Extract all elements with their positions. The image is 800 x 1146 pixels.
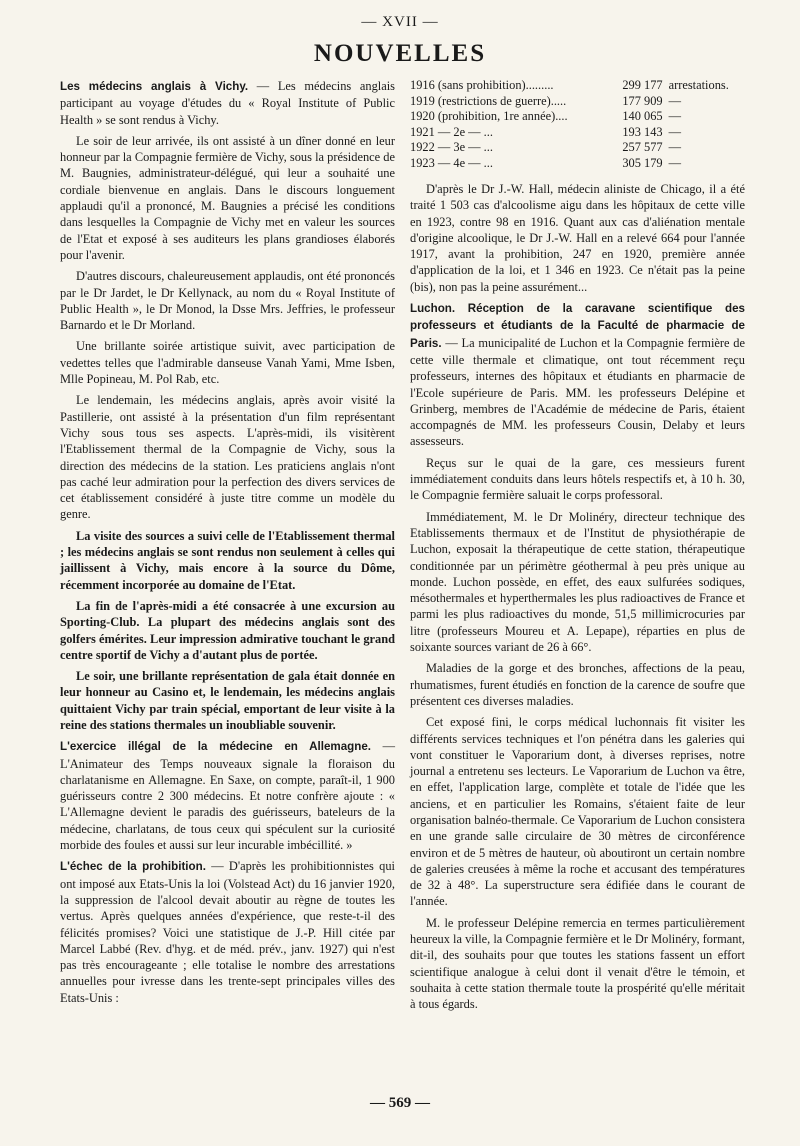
paragraph: Immédiatement, M. le Dr Molinéry, directeur technique des Etablissements thermaux et de l'Institut de physiothérapie de Luchon, exposait la thérapeutique de cette station, thérapeutique conditionnée par un périmètre géothermal à peu près unique au monde. Luchon possède, en effet, des eaux sulfurées sodiques, mésothermales et hyperthermales les plus radioactives de France et parmi les plus radioactives du monde, 51,5 millimicrocuries par litre (professeurs Moureu et A. Lepape), réparties en plus de soixante sources variant de 26 à 66°. — [410, 509, 745, 655]
stats-unit: — — [668, 109, 681, 123]
stats-label: 1921 — 2e — ... — [410, 124, 493, 139]
paragraph: Le soir de leur arrivée, ils ont assisté à un dîner donné en leur honneur par la Compagnie fermière de Vichy, sous la présidence de M. Baugnies, administrateur-délégué, qui leur a souhaité une cordiale bienvenue en anglais. Dans le discours longuement applaudi qu'il a prononcé, M. Baugnies a précisé les conditions dans lesquelles la Compagnie de Vichy met en valeur les sources de l'Etat et exposé à ses auditeurs les plans grandioses élaborés pour l'avenir. — [60, 133, 395, 262]
stats-label: 1922 — 3e — ... — [410, 140, 493, 154]
stats-value: 305 179 — [622, 155, 663, 170]
stats-unit: — — [668, 93, 681, 108]
stats-unit: — — [668, 155, 681, 170]
article-heading-prohibition: L'échec de la prohibition. — [60, 860, 206, 874]
stats-value: 193 143 — [622, 124, 663, 139]
paragraph-hall: D'après le Dr J.-W. Hall, médecin aliniste de Chicago, il a été traité 1 503 cas d'alcoolisme aigu dans les hôpitaux de cette ville en 1923, contre 98 en 1916. Quant aux cas d'aliénation mentale d'origine alcoolique, le Dr J.-W. Hall en a relevé 664 pour l'année 1917, avant la prohibition, 247 en 1920, première année d'application de la loi, et 1 346 en 1923. Ce n'était pas la peine (bis), non pas la peine assurément... — [410, 182, 745, 294]
paragraph: La visite des sources a suivi celle de l'Etablissement thermal ; les médecins anglais se sont rendus non seulement à celles qui jaillissent à Vichy, mais encore à la source du Dôme, récemment incorporée au domaine de l'Etat. — [60, 528, 395, 592]
paragraph: Le soir, une brillante représentation de gala était donnée en leur honneur au Casino et, le lendemain, les médecins anglais quittaient Vichy par train spécial, emportant de leur visite à la reine des stations thermales un inoubliable souvenir. — [60, 669, 395, 732]
stats-label: 1920 (prohibition, 1re année).... — [410, 109, 568, 123]
page-number: — 569 — — [370, 1095, 430, 1111]
paragraph: D'autres discours, chaleureusement applaudis, ont été prononcés par le Dr Jardet, le Dr Kellynack, au nom du « Royal Institute of Public Health », le Dr Monod, la Dsse Mrs. Jeffries, le professeur Barnardo et le Dr Morland. — [60, 269, 395, 333]
paragraph: Maladies de la gorge et des bronches, affections de la peau, rhumatismes, furent étudiés en fonction de la carence de soufre que présentent ces diverses maladies. — [410, 661, 745, 708]
left-column — [60, 78, 395, 1011]
paragraph: La fin de l'après-midi a été consacrée à une excursion au Sporting-Club. La plupart des médecins anglais sont des golfers émérites. Leur impression admirative touchant le grand centre sportif de Vichy a d'autant plus de portée. — [60, 598, 395, 662]
arrest-statistics-table — [410, 78, 745, 171]
paragraph: Cet exposé fini, le corps médical luchonnais fit visiter les différents services techniques et l'on pénétra dans les galeries qui vont constituer le Vaporarium dont, à diverses reprises, notre journal a entretenu ses lecteurs. Le Vaporarium de Luchon va être, en effet, l'application large, complète et totale de l'idée que les anciens, et en particulier les Romains, s'étaient faite de leur organisation balnéo-thermale. Ce Vaporarium de Luchon consistera en une grande salle circulaire de 30 mètres de circonférence environ et de 5 mètres de hauteur, où aboutiront un certain nombre de galeries creusées à même la roche et accusant des températures de 32 à 48°. La superstructure sera édifiée dans le courant de l'année. — [410, 715, 745, 909]
stats-label: 1919 (restrictions de guerre)..... — [410, 93, 567, 108]
article-allemagne: L'exercice illégal de la médecine en Allemagne. — L'Animateur des Temps nouveaux signale la floraison du charlatanisme en Allemagne. En Saxe, on compte, paraît-il, 1 900 guérisseurs contre 2 300 médecins. Et notre confrère ajoute : « L'Allemagne devient le paradis des guérisseurs, bateleurs de la médecine, charlatans, de tous ceux qui spéculent sur la curiosité morbide des foules et aussi sur leur incurable imbécillité. » — [60, 739, 395, 853]
stats-row — [410, 109, 745, 125]
stats-value: 299 177 — [622, 78, 663, 92]
article-heading-vichy: Les médecins anglais à Vichy. — [60, 80, 249, 93]
roman-page-number: — XVII — — [361, 14, 439, 30]
stats-label: 1916 (sans prohibition)......... — [410, 78, 554, 92]
stats-row — [410, 78, 745, 94]
stats-value: 140 065 — [622, 109, 663, 123]
stats-unit: arrestations. — [668, 78, 729, 92]
stats-unit: — — [668, 124, 681, 139]
stats-row — [410, 140, 745, 156]
stats-row — [410, 156, 745, 172]
paragraph: M. le professeur Delépine remercia en termes particulièrement heureux la ville, la Compagnie fermière et le Dr Molinéry, formant, dit-il, des souhaits pour que toutes les stations fassent un effort scientifique analogue à celui dont il venait d'être le témoin, et souhaita à cette station thermale toute la prospérité qu'elle méritait à tous égards. — [410, 915, 745, 1012]
right-column — [410, 78, 745, 1018]
paragraph: Une brillante soirée artistique suivit, avec participation de vedettes telles que l'admirable danseuse Vanah Yami, Mme Isben, Mlle Popineau, M. Pol Rab, etc. — [60, 339, 395, 387]
paragraph: Le lendemain, les médecins anglais, après avoir visité la Pastillerie, ont assisté à la présentation d'un film représentant Vichy sous tous ses aspects. L'après-midi, ils visitèrent l'Etablissement thermal de la Compagnie de Vichy, sous la direction des médecins de la station. Les praticiens anglais n'ont pas caché leur admiration pour la perfection des divers services de cet établissement considéré à juste titre comme un modèle du genre. — [60, 393, 395, 522]
article-prohibition: L'échec de la prohibition. — D'après les prohibitionnistes qui ont imposé aux Etats-Unis la loi (Volstead Act) du 16 janvier 1920, la suppression de l'alcool devait aboutir au règne de toutes les vertus. Après quelques années d'expérience, que reste-t-il des félicités promises? Voici une statistique de J.-P. Hill citée par Marcel Labbé (Rev. d'hyg. et de méd. prév., janv. 1927) qui n'est pas très encourageante ; elle totalise le nombre des arrestations annuelles pour ivresse dans les trente-sept principales villes des Etats-Unis : — [60, 859, 395, 1005]
section-title: NOUVELLES — [313, 40, 487, 67]
stats-value: 177 909 — [622, 93, 663, 108]
paragraph: Reçus sur le quai de la gare, ces messieurs furent immédiatement conduits dans leurs hôtels respectifs et, à 10 h. 30, le Compagnie fermière saluait le corps professoral. — [410, 455, 745, 503]
article-heading-allemagne: L'exercice illégal de la médecine en Allemagne. — [60, 740, 372, 754]
article-vichy-intro: Les médecins anglais à Vichy. — Les médecins anglais participant au voyage d'études du « Royal Institute of Public Health » se sont rendus à Vichy. — [60, 79, 395, 127]
stats-row — [410, 94, 745, 110]
stats-row — [410, 125, 745, 141]
article-heading-luchon: Luchon. Réception de la caravane scientifique des professeurs et étudiants de la Faculté de pharmacie de Paris. — [410, 302, 745, 350]
stats-unit: — — [668, 140, 681, 154]
article-luchon: Luchon. Réception de la caravane scientifique des professeurs et étudiants de la Faculté de pharmacie de Paris. — La municipalité de Luchon et la Compagnie fermière de cette ville thermale et climatique, ont tout récemment reçu professeurs, internes des hôpitaux et étudiants en pharmacie de l'Ecole supérieure de Paris. MM. les professeurs Delépine et Grinberg, membres de l'Académie de médecine de Paris, étaient accompagnés de MM. les professeurs Cousin, Delaby et leurs assesseurs. — [410, 302, 745, 449]
stats-value: 257 577 — [622, 140, 663, 154]
stats-label: 1923 — 4e — ... — [410, 155, 493, 170]
